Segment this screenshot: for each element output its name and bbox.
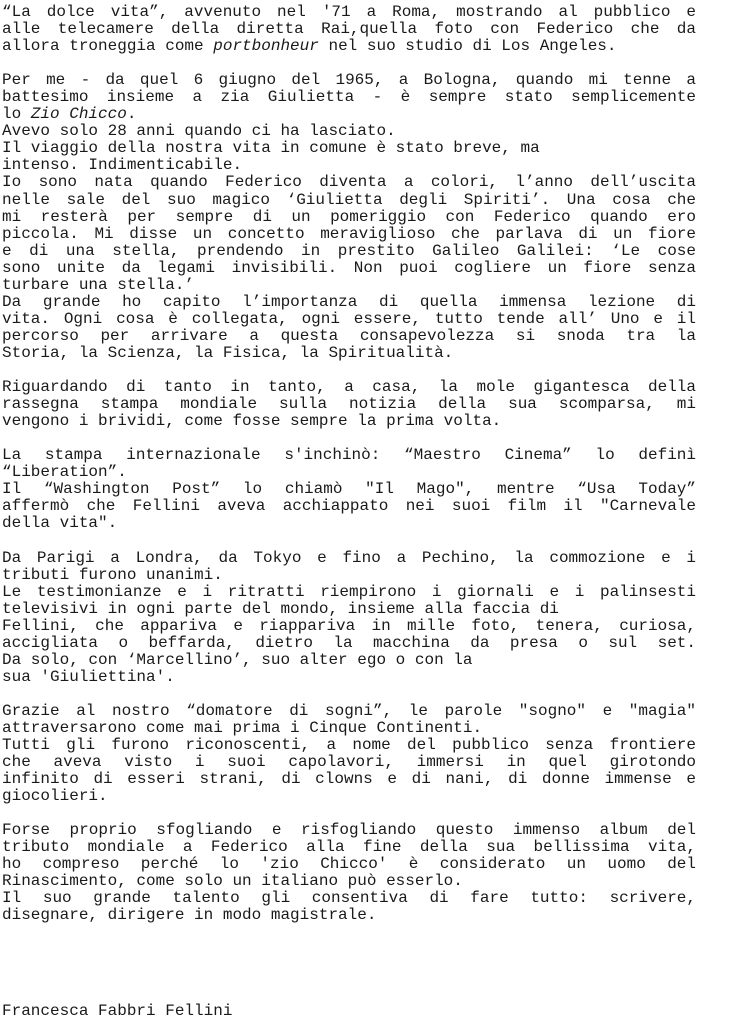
paragraph: [2, 72, 696, 362]
text-line: [2, 106, 696, 123]
text-line: turbare una stella.’: [2, 275, 195, 294]
paragraph: [2, 550, 696, 686]
text-line: Il suo grande talento gli consentiva di fare tutto: scrivere,: [2, 889, 696, 908]
italic-segment: Zio Chicco: [30, 105, 127, 124]
text-line: percorso per arrivare a questa consapevolezza si snoda tra la: [2, 326, 696, 345]
text-line: infinito di esseri strani, di clowns e di nani, di donne immense e: [2, 770, 696, 789]
text-segment: lo: [2, 105, 31, 124]
text-line: vita. Ogni cosa è collegata, ogni essere, tutto tende all’ Uno e il: [2, 309, 696, 328]
text-line: mi resterà per sempre di un pomeriggio con Federico quando ero: [2, 207, 696, 226]
text-line: Forse proprio sfogliando e risfogliando questo immenso album del: [2, 821, 696, 840]
text-line: Il viaggio della nostra vita in comune è stato breve, ma: [2, 139, 540, 158]
text-line: sua 'Giuliettina'.: [2, 667, 175, 686]
text-line: Per me - da quel 6 giugno del 1965, a Bologna, quando mi tenne a: [2, 71, 696, 90]
text-line: Da Parigi a Londra, da Tokyo e fino a Pechino, la commozione e i: [2, 548, 696, 567]
document-body: [2, 4, 696, 925]
text-segment: .: [126, 105, 137, 124]
text-line: disegnare, dirigere in modo magistrale.: [2, 906, 377, 925]
text-line: Il “Washington Post” lo chiamò "Il Mago", mentre “Usa Today”: [2, 480, 696, 499]
text-line: Rinascimento, come solo un italiano può esserlo.: [2, 872, 463, 891]
text-line: Grazie al nostro “domatore di sogni”, le parole "sogno" e "magia": [2, 701, 696, 720]
text-line: che aveva visto i suoi capolavori, immersi in quel girotondo: [2, 753, 696, 772]
paragraph: [2, 822, 696, 924]
text-line: accigliata o beffarda, dietro la macchina da presa o sul set.: [2, 633, 696, 652]
text-line: La stampa internazionale s'inchinò: “Maestro Cinema” lo definì: [2, 446, 696, 465]
text-line: piccola. Mi disse un concetto meraviglioso che parlava di un fiore: [2, 224, 696, 243]
paragraph: [2, 379, 696, 430]
paragraph: [2, 447, 696, 532]
text-line: e di una stella, prendendo in prestito Galileo Galilei: ‘Le cose: [2, 241, 696, 260]
text-line: intenso. Indimenticabile.: [2, 156, 243, 175]
text-line: “La dolce vita”, avvenuto nel '71 a Roma, mostrando al pubblico e: [2, 3, 696, 21]
text-line: tributo mondiale a Federico alla fine della sua bellissima vita,: [2, 838, 696, 857]
text-line: rassegna stampa mondiale sulla notizia della sua scomparsa, mi: [2, 395, 696, 414]
paragraph: [2, 703, 696, 805]
text-line: tributi furono unanimi.: [2, 565, 223, 584]
text-line: Da solo, con ‘Marcellino’, suo alter ego o con la: [2, 650, 473, 669]
text-line: Io sono nata quando Federico diventa a colori, l’anno dell’uscita: [2, 173, 696, 192]
text-line: Avevo solo 28 anni quando ci ha lasciato.: [2, 122, 396, 141]
text-line: Fellini, che appariva e riappariva in mille foto, tenera, curiosa,: [2, 616, 696, 635]
text-line: vengono i brividi, come fosse sempre la prima volta.: [2, 412, 502, 431]
signature: Francesca Fabbri Fellini: [2, 1002, 233, 1020]
text-line: alle telecamere della diretta Rai,quella foto con Federico che da: [2, 20, 696, 39]
italic-segment: portbonheur: [213, 37, 319, 56]
text-line: Storia, la Scienza, la Fisica, la Spiritualità.: [2, 343, 454, 362]
text-line: della vita".: [2, 514, 118, 533]
text-segment: allora troneggia come: [2, 37, 214, 56]
text-segment: nel suo studio di Los Angeles.: [318, 37, 617, 56]
text-line: ho compreso perché lo 'zio Chicco' è considerato un uomo del: [2, 855, 696, 874]
text-line: giocolieri.: [2, 787, 108, 806]
text-line: [2, 38, 696, 55]
text-line: sono unite da legami invisibili. Non puoi cogliere un fiore senza: [2, 258, 696, 277]
text-line: battesimo insieme a zia Giulietta - è sempre stato semplicemente: [2, 88, 696, 107]
text-line: Le testimonianze e i ritratti riempirono i giornali e i palinsesti: [2, 582, 696, 601]
text-line: “Liberation”.: [2, 463, 127, 482]
paragraph: [2, 4, 696, 55]
text-line: televisivi in ogni parte del mondo, insieme alla faccia di: [2, 599, 559, 618]
text-line: Da grande ho capito l’importanza di quella immensa lezione di: [2, 292, 696, 311]
text-line: Tutti gli furono riconoscenti, a nome del pubblico senza frontiere: [2, 736, 696, 755]
text-line: Riguardando di tanto in tanto, a casa, la mole gigantesca della: [2, 378, 696, 397]
text-line: attraversarono come mai prima i Cinque Continenti.: [2, 718, 483, 737]
text-line: nelle sale del suo magico ‘Giulietta degli Spiriti’. Una cosa che: [2, 190, 696, 209]
text-line: affermò che Fellini aveva acchiappato nei suoi film il "Carnevale: [2, 497, 696, 516]
